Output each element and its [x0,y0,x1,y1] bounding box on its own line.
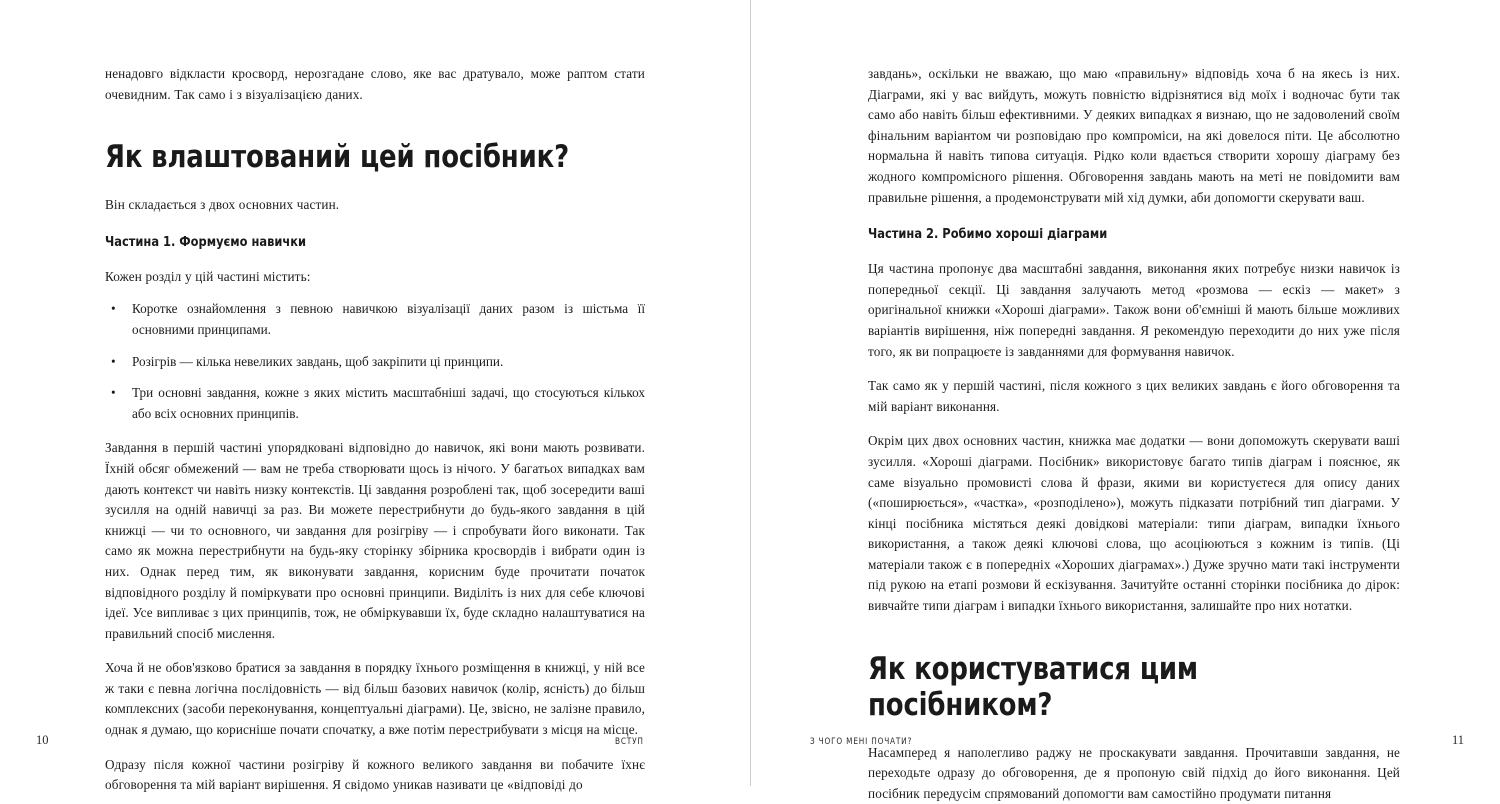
list-item-text: Коротке ознайомлення з певною навичкою візуалізації даних разом із шістьма її основними принципами. [132,301,645,337]
paragraph-same-as-first-part: Так само як у першій частині, після кожного з цих великих завдань є його обговорення та мій варіант виконання. [868,378,1400,414]
paragraph-answers-continuation: завдань», оскільки не вважаю, що маю «правильну» відповідь хоча б на якесь із них. Діаграми, які у вас вийдуть, можуть повністю відрізнятися від моїх і водночас бути так само або навіть більш ефективними. У деяких випадках я визнаю, що не задоволений своїм фінальним варіантом чи розповідаю про компроміси, на які довелося піти. Це абсолютно нормальна й навіть типова ситуація. Рідко коли вдається створити хорошу діаграму без жодного компромісного рішення. Обговорення завдань мають на меті не повідомити вам правильне рішення, а продемонструвати мій хід думки, аби допомогти скерувати ваш. [868,66,1400,205]
page-number-left: 10 [36,733,49,747]
bullet-dot-icon: • [111,385,116,401]
list-item [105,299,645,340]
left-page-text-column [105,64,645,796]
list-item [105,352,645,373]
bullet-list-part-one [105,299,645,424]
running-head-left: ВСТУП [614,737,644,747]
subheading-part-two: Частина 2. Робимо хороші діаграми [868,227,1108,243]
running-head-right: З ЧОГО МЕНІ ПОЧАТИ? [810,737,913,747]
paragraph-how-to-use: Насамперед я наполегливо раджу не проскакувати завдання. Прочитавши завдання, не переходьте одразу до обговорення, де я пропоную свій підхід до його виконання. Цей посібник передусім спрямований допомогти вам самостійно продумати питання [868,744,1400,801]
right-page [750,0,1500,801]
page-number-right: 11 [1451,733,1464,747]
bullet-dot-icon: • [111,353,116,369]
list-item-text: Три основні завдання, кожне з яких містить масштабніші задачі, що стосуються кількох або всіх основних принципів. [132,385,645,421]
paragraph-intro-continuation: ненадовго відкласти кросворд, нерозгадане слово, яке вас дратувало, може раптом стати очевидним. Так само і з візуалізацією даних. [105,66,645,102]
paragraph-task-ordering: Завдання в першій частині упорядковані відповідно до навичок, які вони мають розвивати. Їхній обсяг обмежений — вам не треба створювати щось із нічого. У багатьох випадках вам дають контекст чи навіть низку контекстів. Ці завдання розроблені так, щоб зосередити ваші зусилля на одній навичці за раз. Ви можете перестрибнути до будь-якого завдання в цій книжці — чи то основного, чи завдання для розігріву — і спробувати його виконати. Так само як можна перестрибнути на будь-яку сторінку збірника кросвордів і вибрати один із них. Однак перед тим, як виконувати завдання, корисним буде прочитати початок відповідного розділу й поміркувати про основні принципи. Виділіть із них для себе ключові ідеї. Усе випливає з цих принципів, тож, не обміркувавши їх, буде складно налаштуватися на правильний спосіб мислення. [105,440,645,641]
paragraph-chapter-contains: Кожен розділ у цій частині містить: [105,268,311,284]
bullet-dot-icon: • [111,301,116,317]
right-page-text-column [868,64,1400,804]
right-page-footer [750,733,1500,748]
right-page-heading: Як користуватися цим посібником? [868,650,1198,723]
paragraph-two-parts: Він складається з двох основних частин. [105,197,340,213]
left-page-footer [0,733,750,748]
paragraph-discussion-intro: Одразу після кожної частини розігріву й кожного великого завдання ви побачите їхнє обговорення та мій варіант вирішення. Я свідомо уникав називати це «відповіді до [105,756,645,793]
subheading-part-one: Частина 1. Формуємо навички [105,234,307,250]
list-item-text: Розігрів — кілька невеликих завдань, щоб закріпити ці принципи. [132,353,504,369]
paragraph-appendix-description: Окрім цих двох основних частин, книжка має додатки — вони допоможуть скерувати ваші зусилля. «Хороші діаграми. Посібник» використовує багато типів діаграм і пояснює, як саме візуально промовисті слова й фрази, якими ви користуєтеся для опису даних («поширюється», «частка», «розподілено»), можуть підказати потрібний тип діаграми. У кінці посібника містяться деякі довідкові матеріали: типи діаграм, випадки їхнього використання, а також деякі ключові слова, що асоціюються з кожним із типів. (Ці матеріали також є в попередніх «Хороших діаграмах».) Дуже зручно мати такі інструменти під рукою на етапі розмови й ескізування. Зачитуйте останні сторінки посібника до дірок: вивчайте типи діаграм і випадки їхнього використання, залишайте про них нотатки. [868,433,1400,614]
left-page [0,0,750,793]
paragraph-part-two-description: Ця частина пропонує два масштабні завдання, виконання яких потребує низки навичок із попередньої секції. Ці завдання залучають метод «розмова — ескіз — макет» з оригінальної книжки «Хороші діаграми». Також вони об'ємніші й мають більше можливих варіантів вирішення, ніж попередні завдання. Я рекомендую переходити до них уже після того, як ви попрацюєте із завданнями для формування навичок. [868,261,1400,359]
paragraph-logical-sequence: Хоча й не обов'язково братися за завдання в порядку їхнього розміщення в книжці, у ній все ж таки є певна логічна послідовність — від більш базових навичок (колір, ясність) до більш комплексних (засоби переконування, концептуальні діаграми). Це, звісно, не залізне правило, однак я думаю, що корисніше почати спочатку, а вже потім перестрибувати з місця на місце. [105,660,645,738]
list-item [105,383,645,424]
left-page-heading: Як влаштований цей посібник? [105,139,569,176]
